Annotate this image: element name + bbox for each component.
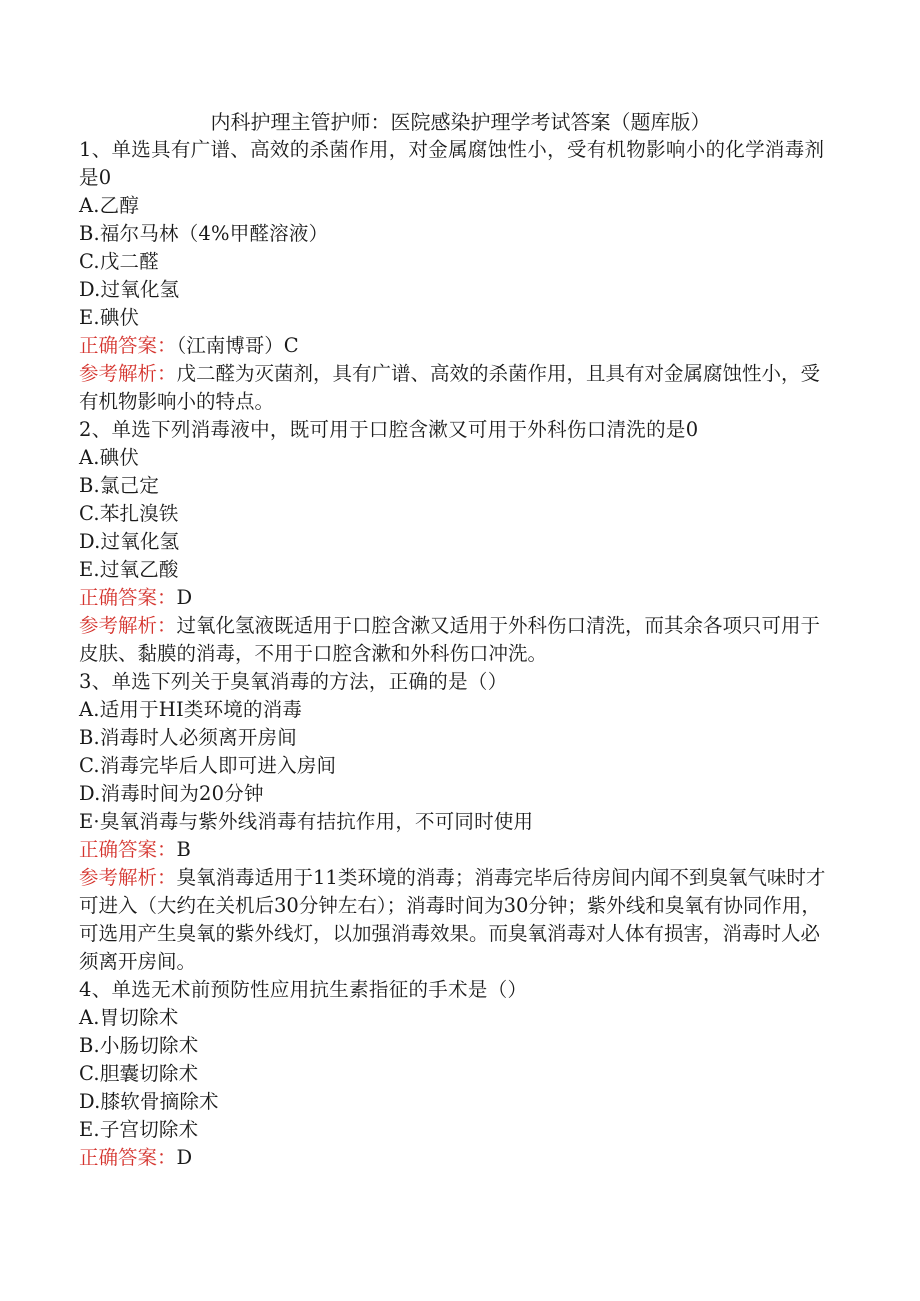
option-c: C.苯扎溴铁 (79, 502, 179, 525)
option-b: B.消毒时人必须离开房间 (79, 726, 297, 749)
analysis-label: 参考解析： (79, 866, 177, 889)
analysis-label: 参考解析： (79, 362, 177, 385)
option-d: D.消毒时间为20分钟 (79, 782, 264, 805)
question-stem: 1、单选具有广谱、高效的杀菌作用，对金属腐蚀性小，受有机物影响小的化学消毒剂是0 (79, 138, 825, 189)
answer-label: 正确答案： (79, 838, 177, 861)
option-d: D.膝软骨摘除术 (79, 1090, 219, 1113)
option-a: A.乙醇 (79, 194, 140, 217)
option-e: E.过氧乙酸 (79, 558, 179, 581)
answer-value: D (176, 1146, 193, 1169)
option-e: E.子宫切除术 (79, 1118, 199, 1141)
page-title: 内科护理主管护师：医院感染护理学考试答案（题库版） (210, 110, 711, 134)
answer-line (79, 836, 834, 864)
option-c: C.戊二醛 (79, 250, 159, 273)
question-stem: 4、单选无术前预防性应用抗生素指征的手术是（） (79, 978, 528, 1001)
answer-label: 正确答案： (79, 586, 177, 609)
analysis-line (79, 864, 834, 976)
option-a: A.适用于HI类环境的消毒 (79, 698, 303, 721)
question-4 (79, 976, 834, 1172)
analysis-text: 过氧化氢液既适用于口腔含漱又适用于外科伤口清洗，而其余各项只可用于皮肤、黏膜的消毒，不用于口腔含漱和外科伤口冲洗。 (79, 614, 821, 665)
option-b: B.福尔马林（4%甲醛溶液） (79, 222, 329, 245)
option-e: E.碘伏 (79, 306, 140, 329)
option-a: A.碘伏 (79, 446, 140, 469)
analysis-text: 戊二醛为灭菌剂，具有广谱、高效的杀菌作用，且具有对金属腐蚀性小，受有机物影响小的特点。 (79, 362, 821, 413)
option-a: A.胃切除术 (79, 1006, 179, 1029)
question-stem: 2、单选下列消毒液中，既可用于口腔含漱又可用于外科伤口清洗的是0 (79, 418, 699, 441)
analysis-line (79, 360, 834, 416)
option-c: C.消毒完毕后人即可进入房间 (79, 754, 337, 777)
question-2 (79, 416, 834, 668)
question-stem: 3、单选下列关于臭氧消毒的方法，正确的是（） (79, 670, 508, 693)
answer-value: B (176, 838, 191, 861)
answer-label: 正确答案： (79, 1146, 177, 1169)
analysis-line (79, 612, 834, 668)
answer-value: D (176, 586, 193, 609)
option-e: E·臭氧消毒与紫外线消毒有拮抗作用，不可同时使用 (79, 810, 534, 833)
option-b: B.氯己定 (79, 474, 160, 497)
answer-line (79, 332, 834, 360)
option-c: C.胆囊切除术 (79, 1062, 199, 1085)
option-d: D.过氧化氢 (79, 530, 180, 553)
answer-label: 正确答案： (79, 334, 177, 357)
option-b: B.小肠切除术 (79, 1034, 199, 1057)
option-d: D.过氧化氢 (79, 278, 180, 301)
answer-line (79, 1144, 834, 1172)
answer-value: （江南博哥）C (176, 334, 299, 357)
question-3 (79, 668, 834, 976)
analysis-text: 臭氧消毒适用于11类环境的消毒；消毒完毕后待房间内闻不到臭氧气味时才可进入（大约在关机后30分钟左右）；消毒时间为30分钟；紫外线和臭氧有协同作用，可选用产生臭氧的紫外线灯，以加强消毒效果。而臭氧消毒对人体有损害，消毒时人必须离开房间。 (79, 866, 826, 973)
question-1 (79, 136, 834, 416)
analysis-label: 参考解析： (79, 614, 177, 637)
answer-line (79, 584, 834, 612)
